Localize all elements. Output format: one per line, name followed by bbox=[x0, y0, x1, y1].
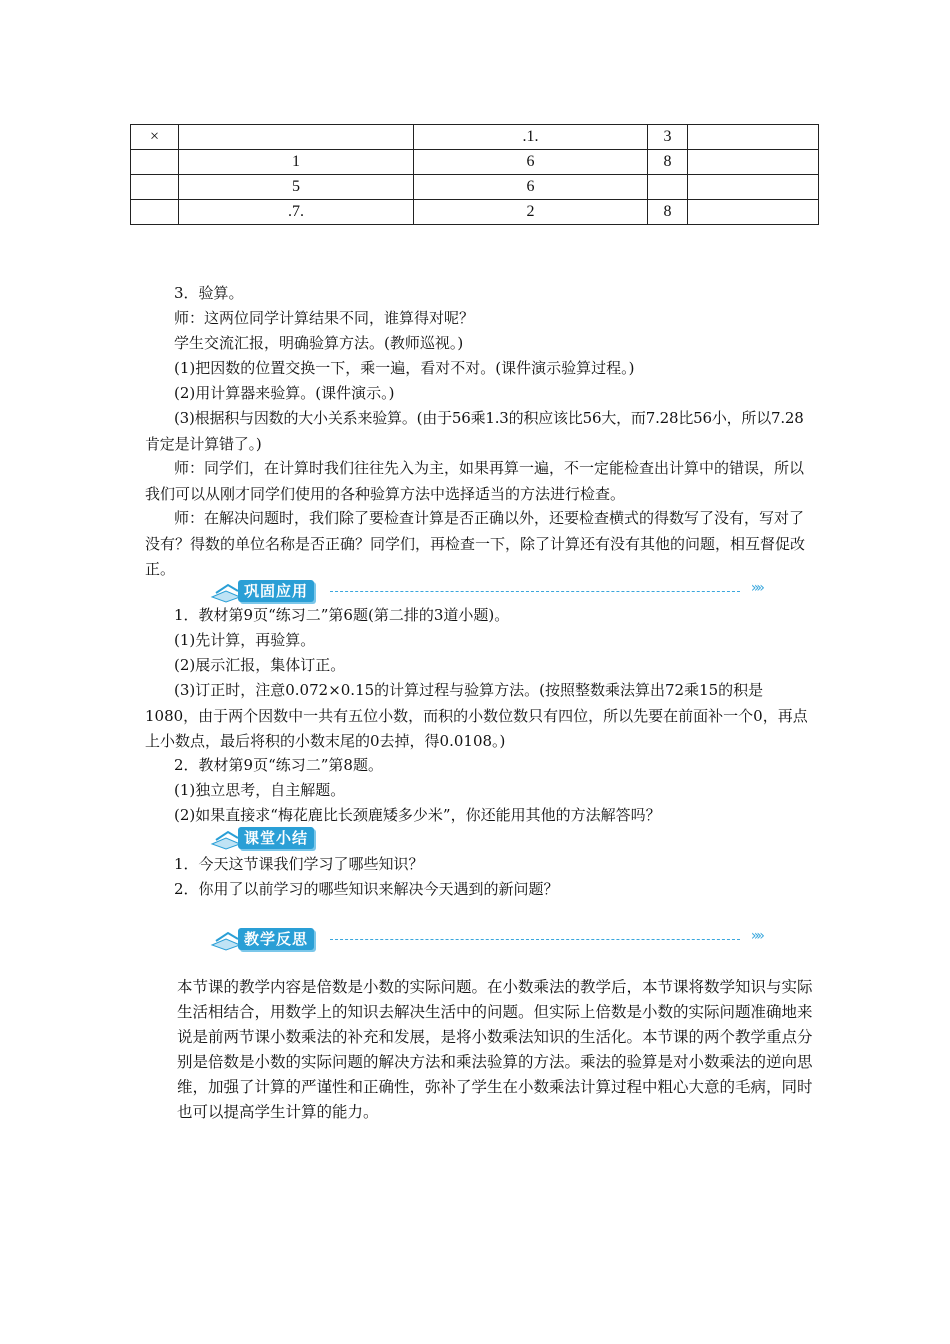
table-cell bbox=[179, 125, 414, 150]
double-chevron-right-icon: »» bbox=[750, 580, 762, 596]
table-cell: .7. bbox=[179, 200, 414, 225]
table-row bbox=[131, 200, 819, 225]
table-cell: 5 bbox=[179, 175, 414, 200]
apply-header-label: 巩固应用 bbox=[238, 580, 314, 602]
apply-l2: (1)先计算，再验算。 bbox=[174, 631, 316, 649]
table-row bbox=[131, 175, 819, 200]
reflect-header-label: 教学反思 bbox=[238, 928, 314, 950]
table-cell: × bbox=[131, 125, 179, 150]
check-p5: (3)根据积与因数的大小关系来验算。(由于56乘1.3的积应该比56大，而7.28比56小，所以7.28肯定是计算错了。) bbox=[145, 409, 804, 453]
summary-header bbox=[210, 823, 770, 851]
table-cell bbox=[688, 175, 819, 200]
table-cell bbox=[688, 150, 819, 175]
reflect-divider bbox=[330, 939, 740, 940]
check-p2: 学生交流汇报，明确验算方法。(教师巡视。) bbox=[174, 334, 464, 352]
table-cell: 2 bbox=[414, 200, 648, 225]
table-row bbox=[131, 150, 819, 175]
apply-l3: (2)展示汇报，集体订正。 bbox=[174, 656, 346, 674]
table-cell: 1 bbox=[179, 150, 414, 175]
check-title: 3．验算。 bbox=[174, 284, 244, 302]
table-cell bbox=[648, 175, 688, 200]
double-chevron-right-icon: »» bbox=[750, 928, 762, 944]
table-cell: 6 bbox=[414, 175, 648, 200]
check-p3: (1)把因数的位置交换一下，乘一遍，看对不对。(课件演示验算过程。) bbox=[174, 359, 635, 377]
table-cell bbox=[131, 175, 179, 200]
table-cell: .1. bbox=[414, 125, 648, 150]
check-p1: 师：这两位同学计算结果不同，谁算得对呢？ bbox=[174, 309, 475, 327]
apply-l1: 1．教材第9页“练习二”第6题(第二排的3道小题)。 bbox=[174, 606, 510, 624]
table-cell: 8 bbox=[648, 150, 688, 175]
check-p6: 师：同学们，在计算时我们往往先入为主，如果再算一遍，不一定能检查出计算中的错误，所以我们可以从刚才同学们使用的各种验算方法中选择适当的方法进行检查。 bbox=[145, 459, 805, 503]
apply-l7: (2)如果直接求“梅花鹿比长颈鹿矮多少米”，你还能用其他的方法解答吗？ bbox=[174, 806, 661, 824]
table-cell: 6 bbox=[414, 150, 648, 175]
calculation-table bbox=[130, 124, 819, 225]
table-cell: 8 bbox=[648, 200, 688, 225]
table-cell bbox=[131, 150, 179, 175]
summary-header-label: 课堂小结 bbox=[238, 827, 314, 849]
check-p7: 师：在解决问题时，我们除了要检查计算是否正确以外，还要检查横式的得数写了没有，写对了没有？得数的单位名称是否正确？同学们，再检查一下，除了计算还有没有其他的问题，相互督促改正。 bbox=[145, 509, 806, 578]
summary-l2: 2．你用了以前学习的哪些知识来解决今天遇到的新问题？ bbox=[174, 880, 559, 898]
apply-l5: 2．教材第9页“练习二”第8题。 bbox=[174, 756, 383, 774]
table-cell bbox=[688, 125, 819, 150]
table-cell: 3 bbox=[648, 125, 688, 150]
table-cell bbox=[688, 200, 819, 225]
apply-header bbox=[210, 576, 770, 604]
reflect-header bbox=[210, 924, 770, 952]
summary-l1: 1．今天这节课我们学习了哪些知识？ bbox=[174, 855, 424, 873]
apply-l6: (1)独立思考，自主解题。 bbox=[174, 781, 346, 799]
table-row bbox=[131, 125, 819, 150]
check-p4: (2)用计算器来验算。(课件演示。) bbox=[174, 384, 395, 402]
apply-l4: (3)订正时，注意0.072×0.15的计算过程与验算方法。(按照整数乘法算出72乘15的积是1080，由于两个因数中一共有五位小数，而积的小数位数只有四位，所以先要在前面补一个0，再点上小数点，最后将积的小数末尾的0去掉，得0.0108。) bbox=[145, 681, 808, 750]
table-cell bbox=[131, 200, 179, 225]
apply-divider bbox=[330, 591, 740, 592]
reflection-text: 本节课的教学内容是倍数是小数的实际问题。在小数乘法的教学后，本节课将数学知识与实际生活相结合，用数学上的知识去解决生活中的问题。但实际上倍数是小数的实际问题准确地来说是前两节课小数乘法的补充和发展，是将小数乘法知识的生活化。本节课的两个教学重点分别是倍数是小数的实际问题的解决方法和乘法验算的方法。乘法的验算是对小数乘法的逆向思维，加强了计算的严谨性和正确性，弥补了学生在小数乘法计算过程中粗心大意的毛病，同时也可以提高学生计算的能力。 bbox=[177, 978, 813, 1121]
